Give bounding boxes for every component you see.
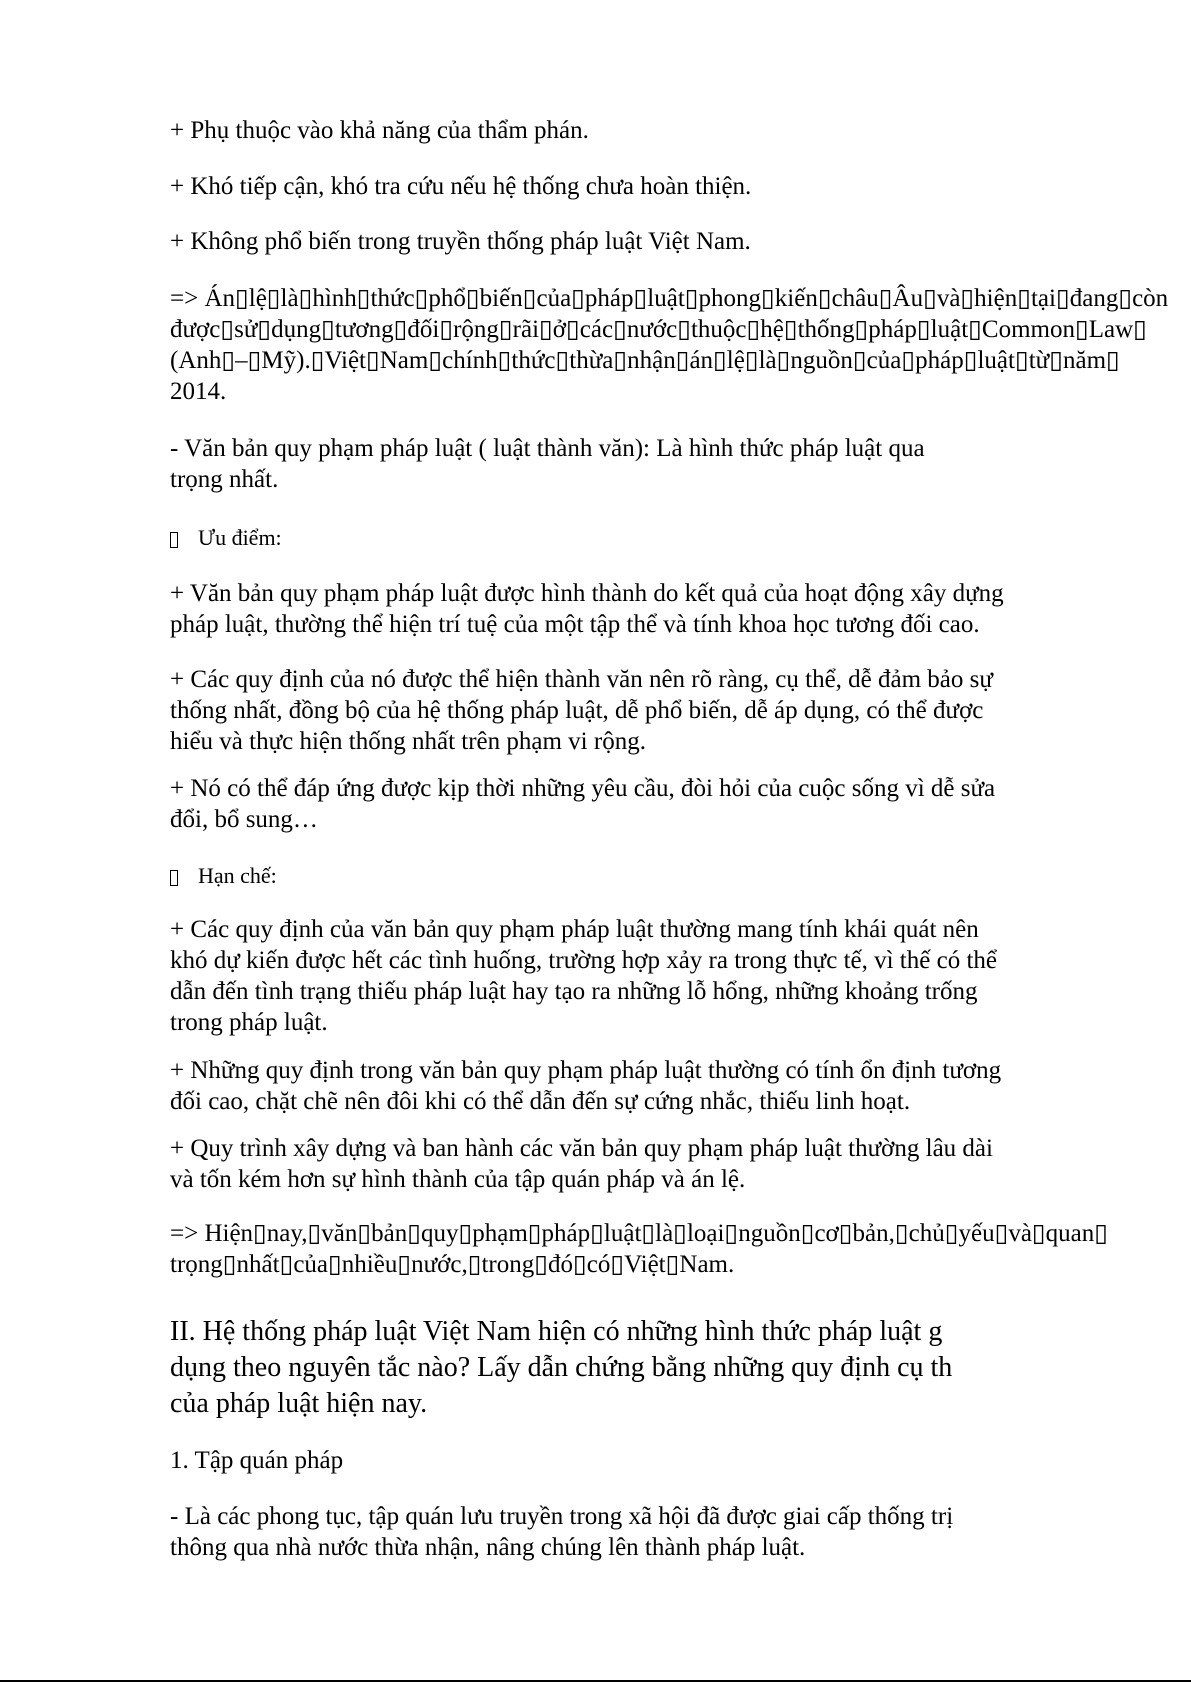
- text-line: thống nhất, đồng bộ của hệ thống pháp luật, dễ phổ biến, dễ áp dụng, có thể được: [170, 697, 984, 724]
- text-line: + Những quy định trong văn bản quy phạm pháp luật thường có tính ổn định tương: [170, 1057, 1002, 1084]
- text-line: dụng theo nguyên tắc nào? Lấy dẫn chứng bằng những quy định cụ th: [170, 1352, 953, 1383]
- paragraph-advantage-2: [170, 664, 993, 757]
- text-line: + Nó có thể đáp ứng được kịp thời những yêu cầu, đòi hỏi của cuộc sống vì dễ sửa: [170, 775, 996, 802]
- text-line: của pháp luật hiện nay.: [170, 1388, 428, 1419]
- paragraph-case-law-conclusion: [170, 283, 1168, 407]
- text-line: được▯sử▯dụng▯tương▯đối▯rộng▯rãi▯ở▯các▯nước▯thuộc▯hệ▯thống▯pháp▯luật▯Common▯Law▯: [170, 316, 1147, 343]
- paragraph-advantage-1: [170, 578, 1004, 640]
- text-line: - Văn bản quy phạm pháp luật ( luật thành văn): Là hình thức pháp luật qua: [170, 435, 925, 462]
- text-line: II. Hệ thống pháp luật Việt Nam hiện có những hình thức pháp luật g: [170, 1316, 943, 1347]
- text-line: đổi, bổ sung…: [170, 806, 318, 833]
- paragraph-limitation-2: [170, 1055, 1001, 1117]
- subheading-customary-law: 1. Tập quán pháp: [170, 1447, 344, 1474]
- bullet-box-icon: [170, 532, 178, 548]
- text-line: đối cao, chặt chẽ nên đôi khi có thể dẫn đến sự cứng nhắc, thiếu linh hoạt.: [170, 1088, 911, 1115]
- text-line: => Hiện▯nay,▯văn▯bản▯quy▯phạm▯pháp▯luật▯là▯loại▯nguồn▯cơ▯bản,▯chủ▯yếu▯và▯quan▯: [170, 1220, 1109, 1247]
- paragraph-advantage-3: [170, 773, 995, 835]
- text-line: và tốn kém hơn sự hình thành của tập quán pháp và án lệ.: [170, 1166, 746, 1193]
- bullet-box-icon: [170, 870, 178, 886]
- bullet-limitations: [170, 860, 277, 891]
- page-bottom-rule: [0, 1680, 1191, 1682]
- text-line: => Án▯lệ▯là▯hình▯thức▯phổ▯biến▯của▯pháp▯luật▯phong▯kiến▯châu▯Âu▯và▯hiện▯tại▯đang▯còn: [170, 285, 1169, 312]
- text-line: trọng nhất.: [170, 466, 279, 493]
- bullet-label: Ưu điểm:: [198, 525, 282, 550]
- text-line: hiểu và thực hiện thống nhất trên phạm vi rộng.: [170, 728, 646, 755]
- bullet-advantages: [170, 522, 282, 553]
- text-line: pháp luật, thường thể hiện trí tuệ của một tập thể và tính khoa học tương đối cao.: [170, 611, 980, 638]
- text-line: khó dự kiến được hết các tình huống, trường hợp xảy ra trong thực tế, vì thế có thể: [170, 947, 997, 974]
- paragraph-not-common: + Không phổ biến trong truyền thống pháp luật Việt Nam.: [170, 228, 751, 255]
- text-line: thông qua nhà nước thừa nhận, nâng chúng lên thành pháp luật.: [170, 1534, 806, 1561]
- paragraph-limitation-3: [170, 1133, 993, 1195]
- paragraph-judge-ability: + Phụ thuộc vào khả năng của thẩm phán.: [170, 117, 589, 144]
- paragraph-hard-access: + Khó tiếp cận, khó tra cứu nếu hệ thống chưa hoàn thiện.: [170, 173, 752, 200]
- text-line: trọng▯nhất▯của▯nhiều▯nước,▯trong▯đó▯có▯Việt▯Nam.: [170, 1251, 735, 1278]
- section-heading-ii: [170, 1314, 952, 1422]
- paragraph-legal-documents: [170, 433, 925, 495]
- text-line: - Là các phong tục, tập quán lưu truyền trong xã hội đã được giai cấp thống trị: [170, 1503, 954, 1530]
- text-line: trong pháp luật.: [170, 1009, 328, 1036]
- bullet-label: Hạn chế:: [198, 863, 277, 888]
- text-line: + Các quy định của nó được thể hiện thành văn nên rõ ràng, cụ thể, dễ đảm bảo sự: [170, 666, 993, 693]
- text-line: dẫn đến tình trạng thiếu pháp luật hay tạo ra những lỗ hổng, những khoảng trống: [170, 978, 978, 1005]
- text-line: + Quy trình xây dựng và ban hành các văn bản quy phạm pháp luật thường lâu dài: [170, 1135, 993, 1162]
- paragraph-customary-law-definition: [170, 1501, 953, 1563]
- paragraph-legal-documents-conclusion: [170, 1218, 1108, 1280]
- text-line: 2014.: [170, 378, 227, 405]
- text-line: + Văn bản quy phạm pháp luật được hình thành do kết quả của hoạt động xây dựng: [170, 580, 1004, 607]
- paragraph-limitation-1: [170, 914, 997, 1038]
- text-line: + Các quy định của văn bản quy phạm pháp luật thường mang tính khái quát nên: [170, 916, 979, 943]
- text-line: (Anh▯–▯Mỹ).▯Việt▯Nam▯chính▯thức▯thừa▯nhận▯án▯lệ▯là▯nguồn▯của▯pháp▯luật▯từ▯năm▯: [170, 347, 1120, 374]
